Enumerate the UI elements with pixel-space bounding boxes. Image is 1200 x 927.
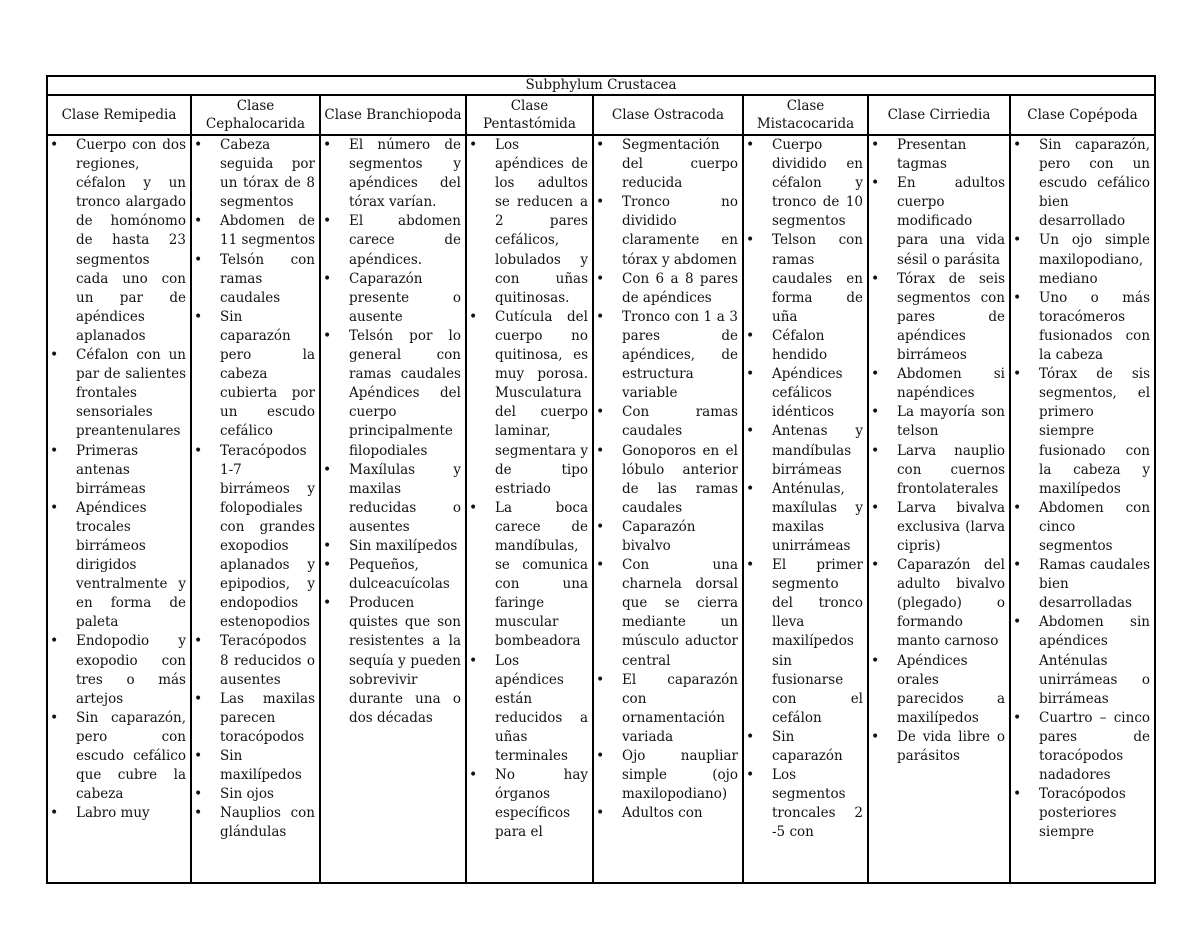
- list-item: • Cabeza seguida por un tórax de 8 segmentos: [192, 136, 319, 212]
- list-item: • No hay órganos específicos para el: [467, 766, 592, 842]
- list-item: • Sin caparazón, pero con escudo cefálico que cubre la cabeza: [48, 709, 190, 804]
- column-cell: [868, 135, 1010, 883]
- bullet-list: [321, 136, 465, 728]
- column-cell: [191, 135, 320, 883]
- list-item: • Abdomen de 11 segmentos: [192, 212, 319, 250]
- list-item: • Ojo naupliar simple (ojo maxilopodiano): [594, 747, 742, 804]
- list-item: • Telsón con ramas caudales: [192, 251, 319, 308]
- list-item: • Maxílulas y maxilas reducidas o ausentes: [321, 461, 465, 537]
- list-item: • Caparazón presente o ausente: [321, 270, 465, 327]
- crustacea-table: [46, 75, 1156, 884]
- list-item: • Telson con ramas caudales en forma de uña: [744, 231, 867, 326]
- list-item: • De vida libre o parásitos: [869, 728, 1009, 766]
- list-item: • Abdomen si napéndices: [869, 365, 1009, 403]
- list-item: • Presentan tagmas: [869, 136, 1009, 174]
- list-item: • Con 6 a 8 pares de apéndices: [594, 270, 742, 308]
- list-item: • Pequeños, dulceacuícolas: [321, 556, 465, 594]
- list-item: • En adultos cuerpo modificado para una vida sésil o parásita: [869, 174, 1009, 269]
- column-header: Clase Ostracoda: [593, 95, 743, 135]
- list-item: • Uno o más toracómeros fusionados con la cabeza: [1011, 289, 1154, 365]
- list-item: • Las maxilas parecen toracópodos: [192, 690, 319, 747]
- list-item: • Tórax de seis segmentos con pares de apéndices birrámeos: [869, 270, 1009, 365]
- column-header: Clase Mistacocarida: [743, 95, 868, 135]
- list-item: • La boca carece de mandíbulas, se comunica con una faringe muscular bombeadora: [467, 499, 592, 652]
- list-item: • Nauplios con glándulas: [192, 804, 319, 842]
- list-item: • Larva nauplio con cuernos frontolaterales: [869, 442, 1009, 499]
- bullet-list: [467, 136, 592, 842]
- column-cell: [1010, 135, 1155, 883]
- list-item: • Los apéndices están reducidos a uñas terminales: [467, 652, 592, 767]
- list-item: • Sin caparazón pero la cabeza cubierta por un escudo cefálico: [192, 308, 319, 442]
- list-item: • Con ramas caudales: [594, 403, 742, 441]
- list-item: • Caparazón bivalvo: [594, 518, 742, 556]
- list-item: • Con una charnela dorsal que se cierra mediante un músculo aductor central: [594, 556, 742, 671]
- list-item: • Un ojo simple maxilopodiano, mediano: [1011, 231, 1154, 288]
- list-item: • Abdomen con cinco segmentos: [1011, 499, 1154, 556]
- list-item: • Larva bivalva exclusiva (larva cipris): [869, 499, 1009, 556]
- table-title: Subphylum Crustacea: [47, 76, 1155, 95]
- list-item: • Apéndices trocales birrámeos dirigidos ventralmente y en forma de paleta: [48, 499, 190, 633]
- list-item: • Cuerpo dividido en céfalon y tronco de 10 segmentos: [744, 136, 867, 231]
- bullet-list: [48, 136, 190, 823]
- list-item: • Los segmentos troncales 2 -5 con: [744, 766, 867, 842]
- list-item: • Cuerpo con dos regiones, céfalon y un tronco alargado de homónomo de hasta 23 segmentos cada uno con un par de apéndices aplanados: [48, 136, 190, 346]
- list-item: • Caparazón del adulto bivalvo (plegado) o formando manto carnoso: [869, 556, 1009, 651]
- list-item: • Teracópodos 1-7 birrámeos y folopodiales con grandes exopodios aplanados y epipodios, y endopodios estenopodios: [192, 442, 319, 633]
- column-header: Clase Copépoda: [1010, 95, 1155, 135]
- bullet-list: [869, 136, 1009, 766]
- list-item: • Producen quistes que son resistentes a la sequía y pueden sobrevivir durante una o dos décadas: [321, 594, 465, 728]
- bullet-list: [1011, 136, 1154, 842]
- list-item: • Cuartro – cinco pares de toracópodos nadadores: [1011, 709, 1154, 785]
- list-item: • Tronco no dividido claramente en tórax y abdomen: [594, 193, 742, 269]
- list-item: • Toracópodos posteriores siempre: [1011, 785, 1154, 842]
- list-item: • Endopodio y exopodio con tres o más artejos: [48, 632, 190, 708]
- list-item: • Cutícula del cuerpo no quitinosa, es muy porosa. Musculatura del cuerpo laminar, segmentara y de tipo estriado: [467, 308, 592, 499]
- list-item: • Anténulas, maxílulas y maxilas unirrámeas: [744, 480, 867, 556]
- column-cell: [47, 135, 191, 883]
- list-item: • Gonoporos en el lóbulo anterior de las ramas caudales: [594, 442, 742, 518]
- list-item: • El número de segmentos y apéndices del tórax varían.: [321, 136, 465, 212]
- list-item: • El primer segmento del tronco lleva maxilípedos sin fusionarse con el cefálon: [744, 556, 867, 728]
- list-item: • Sin ojos: [192, 785, 319, 804]
- list-item: • La mayoría son telson: [869, 403, 1009, 441]
- column-cell: [466, 135, 593, 883]
- list-item: • Los apéndices de los adultos se reducen a 2 pares cefálicos, lobulados y con uñas quitinosas.: [467, 136, 592, 308]
- list-item: • Telsón por lo general con ramas caudales Apéndices del cuerpo principalmente filopodiales: [321, 327, 465, 461]
- list-item: • Adultos con: [594, 804, 742, 823]
- column-header: Clase Cirriedia: [868, 95, 1010, 135]
- list-item: • Ramas caudales bien desarrolladas: [1011, 556, 1154, 613]
- list-item: • Sin caparazón, pero con un escudo cefálico bien desarrollado: [1011, 136, 1154, 231]
- list-item: • Abdomen sin apéndices Anténulas unirrámeas o birrámeas: [1011, 613, 1154, 708]
- list-item: • Sin maxilípedos: [192, 747, 319, 785]
- list-item: • Antenas y mandíbulas birrámeas: [744, 422, 867, 479]
- list-item: • Teracópodos 8 reducidos o ausentes: [192, 632, 319, 689]
- list-item: • El caparazón con ornamentación variada: [594, 671, 742, 747]
- bullet-list: [744, 136, 867, 842]
- column-cell: [320, 135, 466, 883]
- list-item: • El abdomen carece de apéndices.: [321, 212, 465, 269]
- list-item: • Sin caparazón: [744, 728, 867, 766]
- list-item: • Céfalon con un par de salientes frontales sensoriales preantenulares: [48, 346, 190, 441]
- column-header: Clase Pentastómida: [466, 95, 593, 135]
- list-item: • Tórax de sis segmentos, el primero siempre fusionado con la cabeza y maxilípedos: [1011, 365, 1154, 499]
- list-item: • Labro muy: [48, 804, 190, 823]
- column-header: Clase Cephalocarida: [191, 95, 320, 135]
- list-item: • Segmentación del cuerpo reducida: [594, 136, 742, 193]
- list-item: • Céfalon hendido: [744, 327, 867, 365]
- bullet-list: [192, 136, 319, 842]
- list-item: • Sin maxilípedos: [321, 537, 465, 556]
- list-item: • Tronco con 1 a 3 pares de apéndices, de estructura variable: [594, 308, 742, 403]
- list-item: • Apéndices cefálicos idénticos: [744, 365, 867, 422]
- list-item: • Apéndices orales parecidos a maxilípedos: [869, 652, 1009, 728]
- list-item: • Primeras antenas birrámeas: [48, 442, 190, 499]
- column-cell: [743, 135, 868, 883]
- column-header: Clase Remipedia: [47, 95, 191, 135]
- bullet-list: [594, 136, 742, 823]
- column-cell: [593, 135, 743, 883]
- column-header: Clase Branchiopoda: [320, 95, 466, 135]
